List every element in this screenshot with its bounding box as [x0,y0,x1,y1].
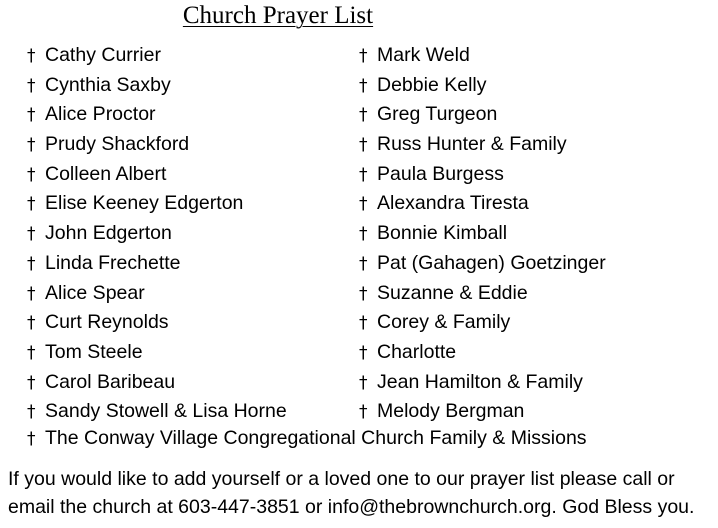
prayer-name: Prudy Shackford [45,133,190,156]
cross-icon: † [359,253,368,274]
prayer-name: Pat (Gahagen) Goetzinger [377,251,606,274]
cross-icon: † [27,253,36,274]
prayer-name: Suzanne & Eddie [377,281,528,304]
cross-icon: † [27,402,36,423]
cross-icon: † [359,135,368,156]
prayer-name: John Edgerton [45,222,172,245]
prayer-list-item [27,130,287,160]
prayer-list-item [359,219,606,249]
prayer-list-item [27,100,287,130]
prayer-list-item [27,219,287,249]
prayer-name: Greg Turgeon [377,103,498,126]
prayer-name: Jean Hamilton & Family [377,370,583,393]
prayer-name: Alice Spear [45,281,145,304]
prayer-name: Russ Hunter & Family [377,133,567,156]
prayer-list-item [359,100,606,130]
cross-icon: † [27,429,36,449]
page-title: Church Prayer List [182,2,374,29]
prayer-name: Colleen Albert [45,162,167,185]
prayer-name: Alexandra Tiresta [377,192,529,215]
prayer-list-item [359,308,606,338]
footer-line-1: If you would like to add yourself or a loved one to our prayer list please call or [8,468,675,490]
cross-icon: † [27,194,36,215]
prayer-list-item [27,279,287,309]
cross-icon: † [359,402,368,423]
cross-icon: † [27,224,36,245]
cross-icon: † [27,164,36,185]
cross-icon: † [359,224,368,245]
prayer-list-item [27,249,287,279]
prayer-list-item [359,249,606,279]
cross-icon: † [359,164,368,185]
prayer-list-item [359,130,606,160]
prayer-name: Curt Reynolds [45,311,169,334]
prayer-list-item [27,397,287,427]
prayer-list-item [359,338,606,368]
cross-icon: † [359,283,368,304]
prayer-list-item [27,189,287,219]
prayer-name: Cathy Currier [45,44,161,66]
prayer-list-item-full-width [27,424,587,454]
prayer-name: The Conway Village Congregational Church Family & Missions [45,427,587,449]
cross-icon: † [27,372,36,393]
prayer-name: Debbie Kelly [377,73,487,96]
prayer-list-item [359,368,606,398]
cross-icon: † [27,313,36,334]
prayer-name: Paula Burgess [377,162,504,185]
prayer-name: Mark Weld [377,44,470,66]
prayer-list-item [359,189,606,219]
prayer-name: Sandy Stowell & Lisa Horne [45,400,287,423]
cross-icon: † [359,372,368,393]
prayer-list-item [359,160,606,190]
cross-icon: † [359,105,368,126]
prayer-list-item [27,71,287,101]
prayer-list-left-column [27,41,287,427]
prayer-list-item [27,41,287,71]
cross-icon: † [27,283,36,304]
prayer-list-item [27,338,287,368]
prayer-name: Linda Frechette [45,251,181,274]
cross-icon: † [27,342,36,363]
prayer-name: Tom Steele [45,340,143,363]
contact-footer [8,465,718,521]
cross-icon: † [27,105,36,126]
prayer-name: Carol Baribeau [45,370,176,393]
cross-icon: † [27,75,36,96]
prayer-list-item [359,71,606,101]
cross-icon: † [359,75,368,96]
prayer-name: Alice Proctor [45,103,156,126]
cross-icon: † [359,194,368,215]
cross-icon: † [359,313,368,334]
prayer-list-item [27,308,287,338]
prayer-name: Cynthia Saxby [45,73,171,96]
footer-line-2: email the church at 603-447-3851 or info@thebrownchurch.org. God Bless you. [8,496,695,518]
cross-icon: † [359,342,368,363]
prayer-list-item [27,368,287,398]
prayer-list-right-column [359,41,606,427]
prayer-name: Melody Bergman [377,400,525,423]
prayer-name: Elise Keeney Edgerton [45,192,244,215]
prayer-list-item [359,41,606,71]
cross-icon: † [27,46,36,66]
prayer-list-item [359,279,606,309]
prayer-list-item [27,160,287,190]
cross-icon: † [359,46,368,66]
prayer-list-item [359,397,606,427]
prayer-name: Bonnie Kimball [377,222,508,245]
cross-icon: † [27,135,36,156]
prayer-name: Charlotte [377,340,457,363]
prayer-name: Corey & Family [377,311,511,334]
